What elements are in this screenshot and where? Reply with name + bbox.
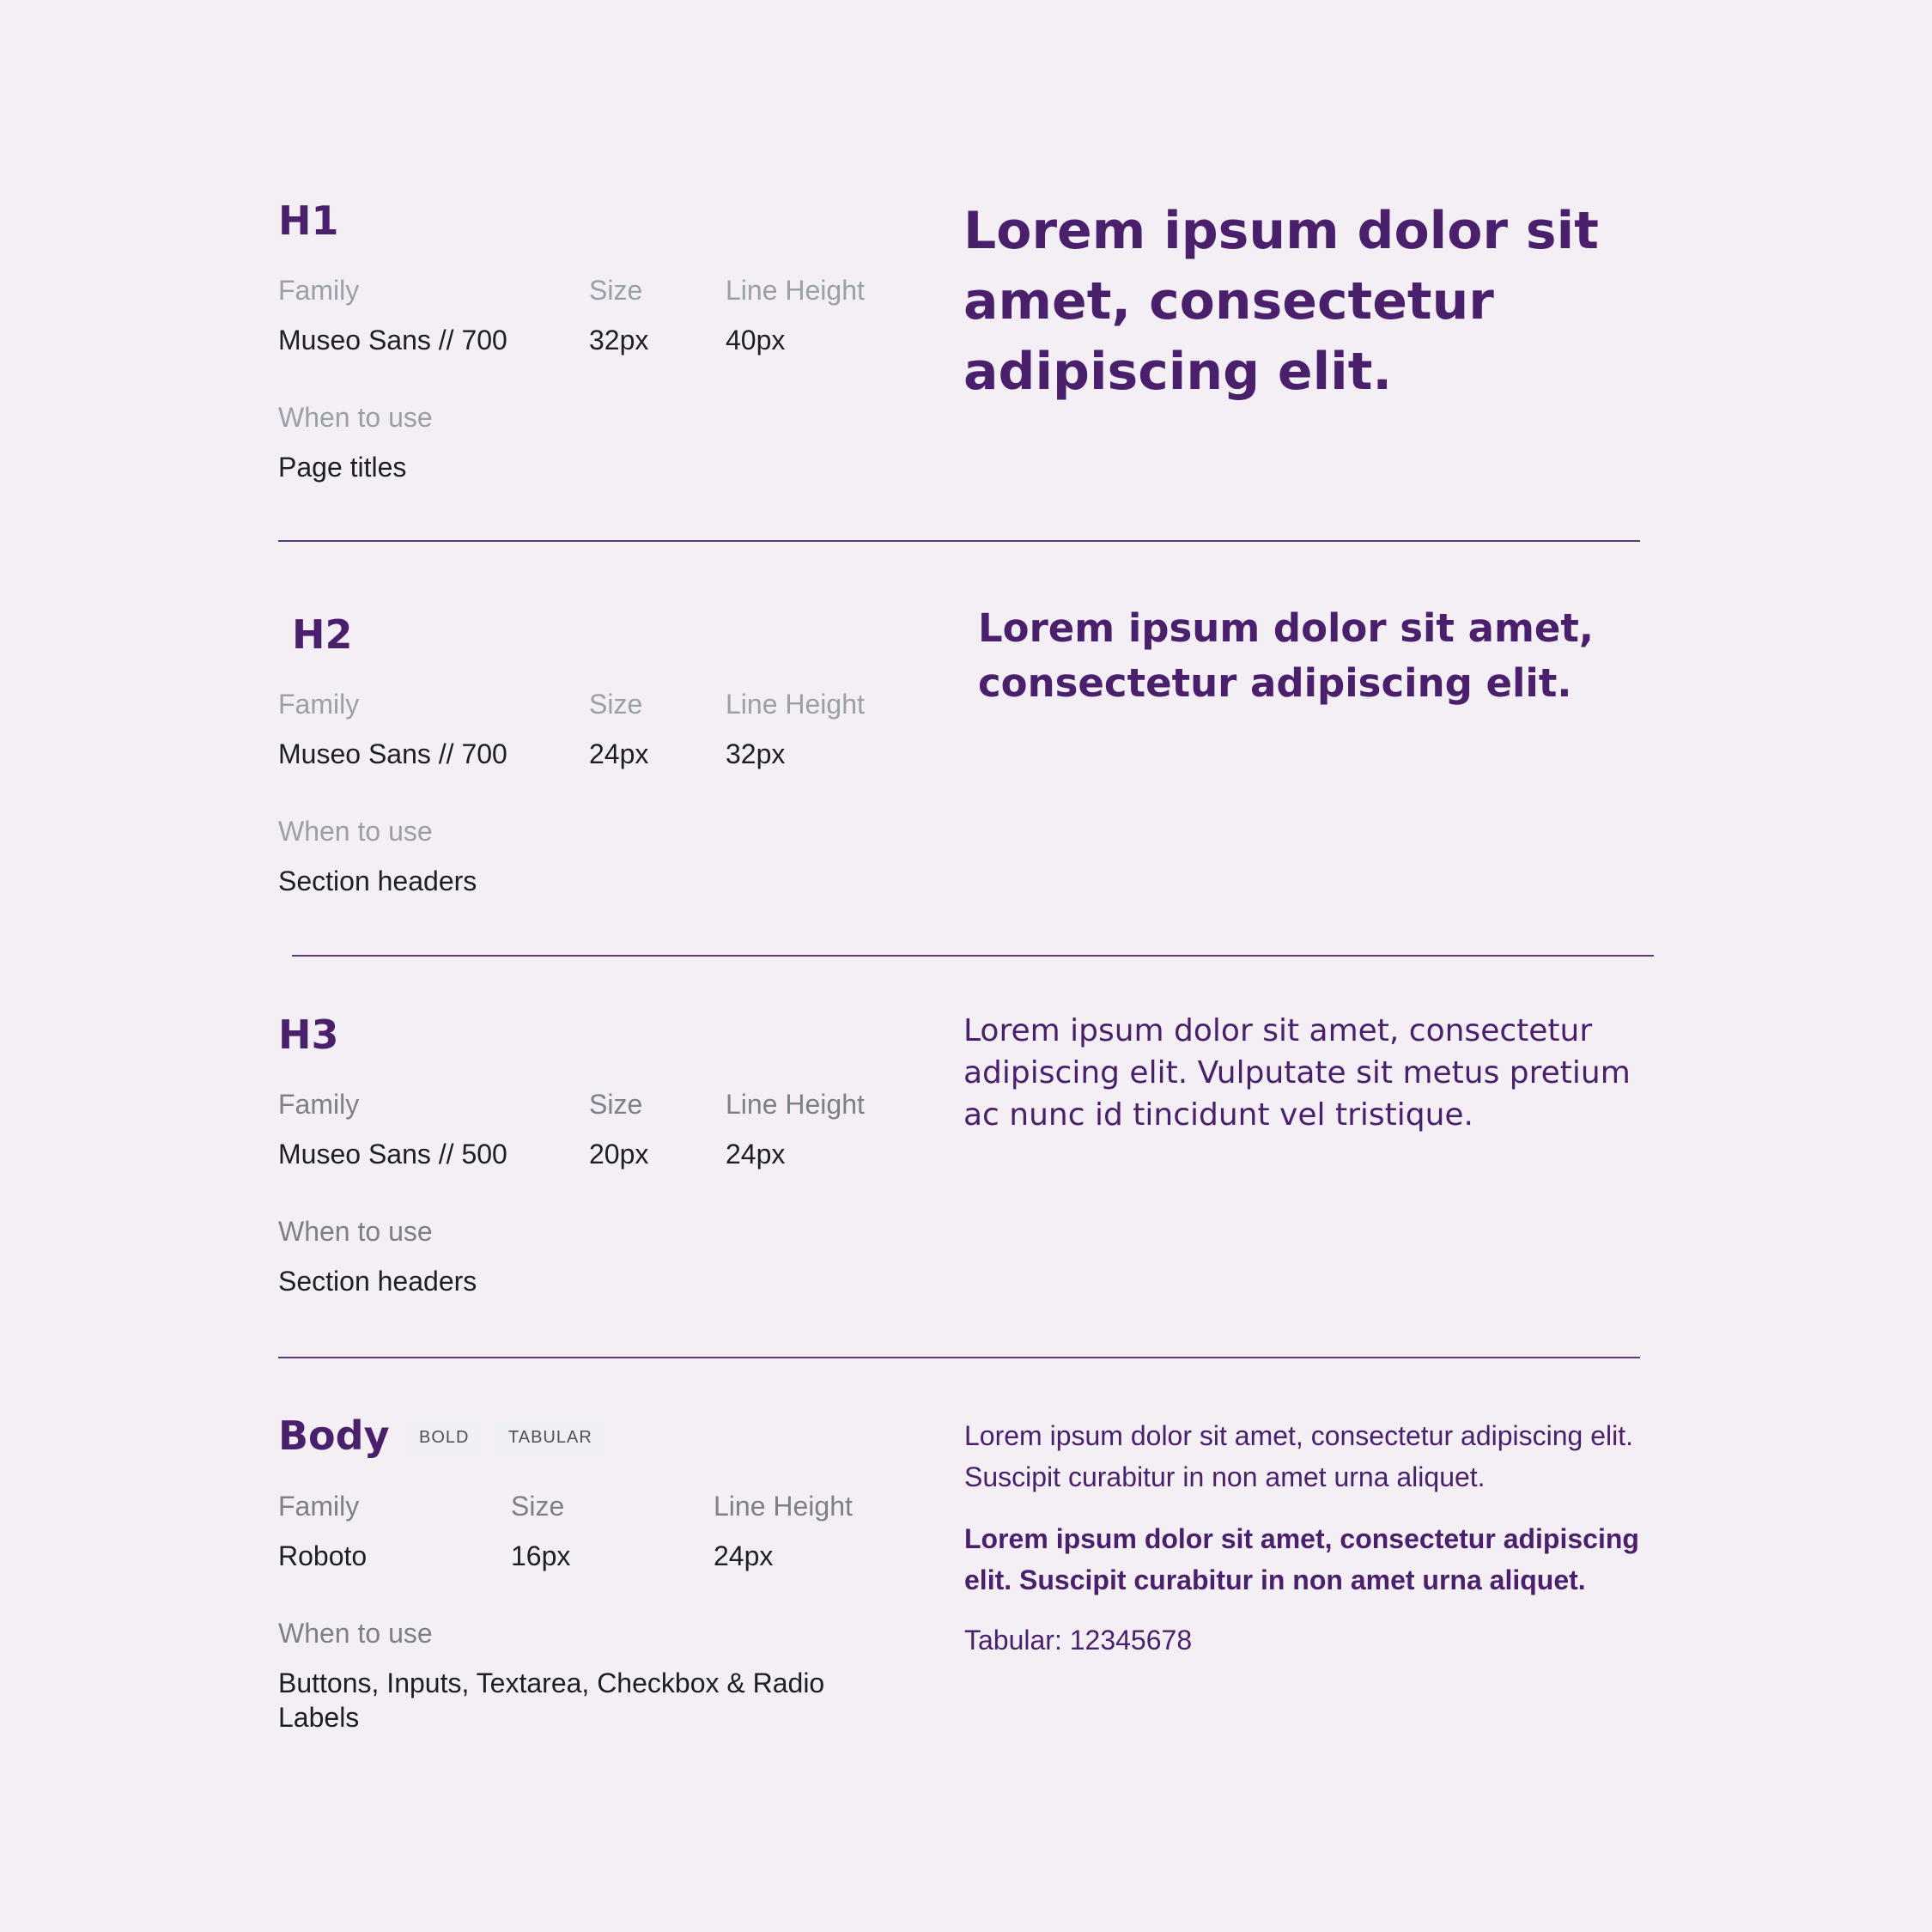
h2-sample-text: Lorem ipsum dolor sit amet, consectetur adipiscing elit. — [978, 605, 1594, 706]
body-sample-bold: Lorem ipsum dolor sit amet, consectetur adipiscing elit. Suscipit curabitur in non amet urna aliquet. — [964, 1523, 1639, 1595]
h3-line-height-label: Line Height — [726, 1089, 865, 1120]
h1-size-value: 32px — [589, 325, 649, 355]
h2-size-value: 24px — [589, 738, 649, 769]
body-line-height-label: Line Height — [714, 1491, 853, 1522]
h2-when-to-use-value: Section headers — [278, 866, 477, 896]
h2-family-value: Museo Sans // 700 — [278, 738, 507, 769]
h2-when-to-use-label: When to use — [278, 816, 433, 847]
h3-sample-text: Lorem ipsum dolor sit amet, consectetur adipiscing elit. Vulputate sit metus pretium ac nunc id tincidunt vel tristique. — [963, 1013, 1631, 1133]
h3-family-value: Museo Sans // 500 — [278, 1139, 507, 1170]
h1-when-to-use-label: When to use — [278, 402, 433, 433]
h2-line-height-value: 32px — [726, 738, 786, 769]
h1-line-height-value: 40px — [726, 325, 786, 355]
h2-line-height-label: Line Height — [726, 689, 865, 720]
h3-line-height-value: 24px — [726, 1139, 786, 1170]
section-divider — [278, 1357, 1640, 1358]
body-when-to-use-label: When to use — [278, 1618, 433, 1649]
body-sample-tabular: Tabular: 12345678 — [964, 1625, 1193, 1656]
body-size-value: 16px — [511, 1540, 571, 1571]
h1-size-label: Size — [589, 275, 643, 306]
h3-family-label: Family — [278, 1089, 360, 1120]
h1-sample-text: Lorem ipsum dolor sit amet, consectetur adipiscing elit. — [963, 201, 1599, 402]
section-divider — [278, 540, 1640, 542]
tabular-tag: TABULAR — [496, 1421, 605, 1455]
body-when-to-use-value: Buttons, Inputs, Textarea, Checkbox & Radio Labels — [278, 1668, 825, 1733]
h3-when-to-use-value: Section headers — [278, 1266, 477, 1297]
h3-style-name: H3 — [278, 1012, 339, 1058]
body-size-label: Size — [511, 1491, 565, 1522]
bold-tag: BOLD — [407, 1421, 481, 1455]
section-divider — [292, 955, 1654, 957]
h3-when-to-use-label: When to use — [278, 1216, 433, 1247]
h1-style-name: H1 — [278, 197, 339, 244]
h1-family-label: Family — [278, 275, 360, 306]
body-sample-regular: Lorem ipsum dolor sit amet, consectetur adipiscing elit. Suscipit curabitur in non amet urna aliquet. — [964, 1420, 1634, 1492]
h2-size-label: Size — [589, 689, 643, 720]
body-family-value: Roboto — [278, 1540, 368, 1571]
h3-size-label: Size — [589, 1089, 643, 1120]
body-line-height-value: 24px — [714, 1540, 774, 1571]
h2-style-name: H2 — [292, 611, 353, 658]
h2-family-label: Family — [278, 689, 360, 720]
body-style-name: Body — [278, 1413, 390, 1459]
h1-when-to-use-value: Page titles — [278, 452, 407, 483]
h3-size-value: 20px — [589, 1139, 649, 1170]
h1-family-value: Museo Sans // 700 — [278, 325, 507, 355]
body-family-label: Family — [278, 1491, 360, 1522]
h1-line-height-label: Line Height — [726, 275, 865, 306]
